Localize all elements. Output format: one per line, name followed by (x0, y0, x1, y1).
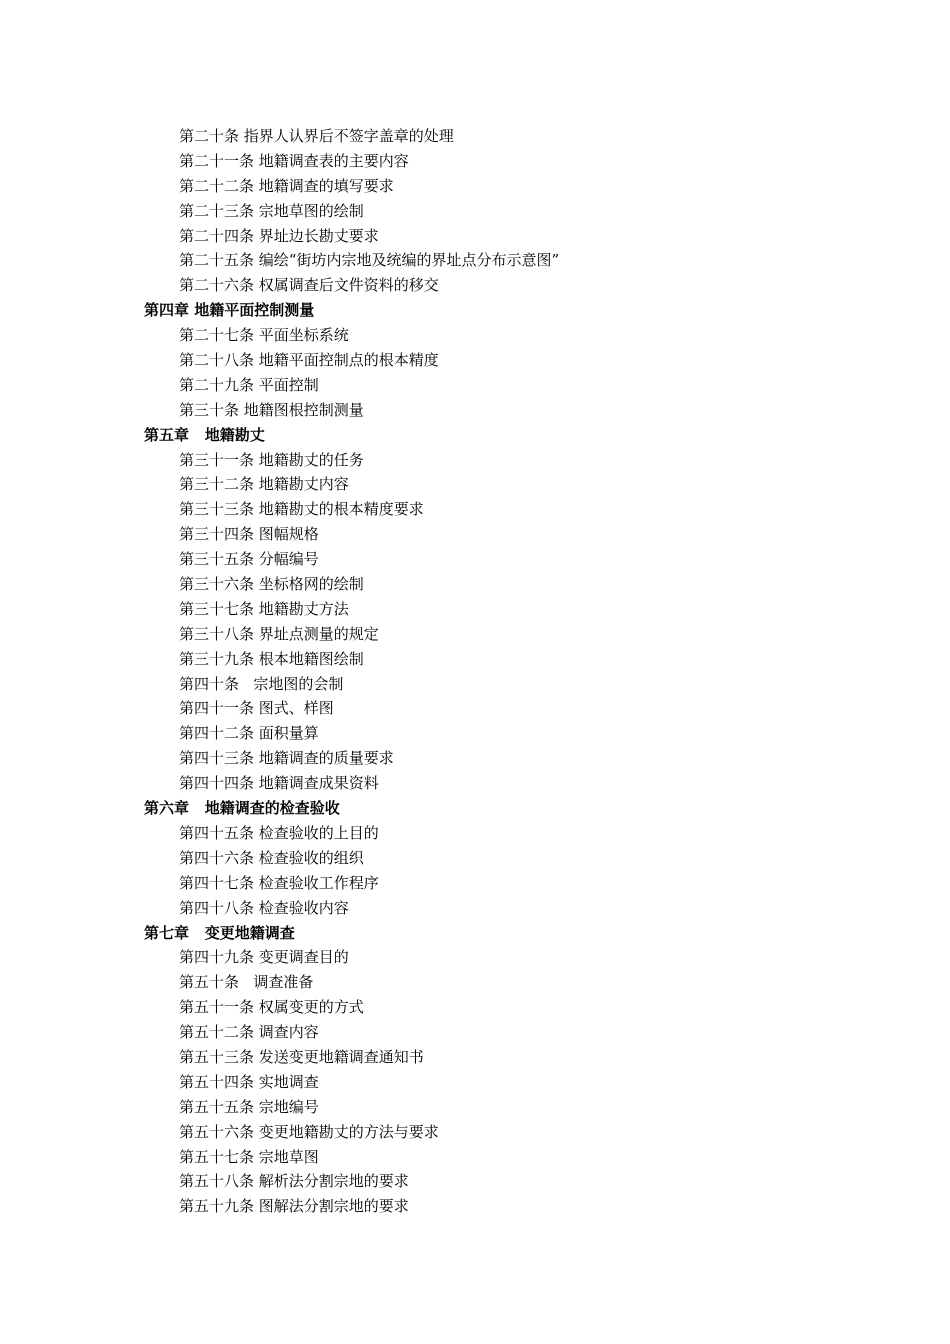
chapter-number: 第六章 (144, 799, 190, 818)
article-entry (0, 323, 950, 348)
article-entry (0, 448, 950, 473)
article-title: 变更地籍勘丈的方法与要求 (258, 1122, 439, 1141)
article-entry (0, 1194, 950, 1219)
article-number: 第五十八条 (179, 1172, 255, 1191)
article-entry (0, 1095, 950, 1120)
article-number: 第四十四条 (179, 774, 255, 793)
article-number: 第二十六条 (179, 276, 255, 295)
article-title: 地籍调查成果资料 (258, 774, 379, 793)
article-number: 第五十五条 (179, 1097, 255, 1116)
article-number: 第四十九条 (179, 948, 255, 967)
article-entry (0, 1169, 950, 1194)
article-entry (0, 696, 950, 721)
article-title: 分幅编号 (258, 550, 319, 569)
chapter-number: 第七章 (144, 923, 190, 942)
article-title: 发送变更地籍调查通知书 (258, 1047, 424, 1066)
article-entry (0, 597, 950, 622)
article-title: 权属变更的方式 (258, 998, 364, 1017)
article-number: 第五十七条 (179, 1147, 255, 1166)
article-entry (0, 846, 950, 871)
article-title: 宗地草图 (258, 1147, 319, 1166)
article-entry (0, 348, 950, 373)
article-title: 调查内容 (258, 1023, 319, 1042)
article-number: 第三十八条 (179, 624, 255, 643)
table-of-contents (0, 124, 950, 1219)
article-title: 图式、样图 (258, 699, 334, 718)
article-entry (0, 896, 950, 921)
article-number: 第二十三条 (179, 201, 255, 220)
article-number: 第二十五条 (179, 251, 255, 270)
article-number: 第四十二条 (179, 724, 255, 743)
article-title: 地籍勘丈内容 (258, 475, 349, 494)
article-number: 第五十四条 (179, 1072, 255, 1091)
article-title: 宗地图的会制 (243, 674, 344, 693)
article-title: 指界人认界后不签字盖章的处理 (243, 127, 454, 145)
article-entry (0, 1120, 950, 1145)
article-title: 权属调查后文件资料的移交 (258, 276, 439, 295)
chapter-heading (0, 298, 950, 323)
chapter-number: 第五章 (144, 425, 190, 444)
article-entry (0, 273, 950, 298)
article-title: 界址点测量的规定 (258, 624, 379, 643)
article-title: 检查验收的上目的 (258, 823, 379, 842)
chapter-heading (0, 921, 950, 946)
article-entry (0, 373, 950, 398)
article-number: 第三十六条 (179, 575, 255, 594)
article-number: 第三十七条 (179, 599, 255, 618)
article-title: 宗地编号 (258, 1097, 319, 1116)
article-title: 图幅规格 (258, 525, 319, 544)
article-title: 平面控制 (258, 375, 319, 394)
article-number: 第三十四条 (179, 525, 255, 544)
article-number: 第二十七条 (179, 326, 255, 345)
article-entry (0, 945, 950, 970)
article-number: 第二十四条 (179, 226, 255, 245)
article-title: 变更调查目的 (258, 948, 349, 967)
article-number: 第四十一条 (179, 699, 255, 718)
article-entry (0, 1020, 950, 1045)
article-title: 地籍调查表的主要内容 (258, 151, 409, 170)
article-number: 第三十九条 (179, 649, 255, 668)
article-title: 地籍勘丈的根本精度要求 (258, 500, 424, 519)
article-title: 编绘“街坊内宗地及统编的界址点分布示意图” (258, 251, 560, 270)
article-entry (0, 746, 950, 771)
article-entry (0, 721, 950, 746)
article-entry (0, 622, 950, 647)
article-number: 第三十条 (179, 400, 240, 419)
article-entry (0, 522, 950, 547)
article-entry (0, 174, 950, 199)
article-title: 坐标格网的绘制 (258, 575, 364, 594)
article-number: 第四十条 (179, 674, 240, 693)
article-number: 第四十七条 (179, 873, 255, 892)
article-entry (0, 1145, 950, 1170)
article-number: 第三十三条 (179, 500, 255, 519)
article-entry (0, 124, 950, 149)
chapter-heading (0, 796, 950, 821)
article-title: 宗地草图的绘制 (258, 201, 364, 220)
article-number: 第二十二条 (179, 176, 255, 195)
article-title: 检查验收工作程序 (258, 873, 379, 892)
article-number: 第三十一条 (179, 450, 255, 469)
article-entry (0, 995, 950, 1020)
chapter-title: 地籍平面控制测量 (194, 301, 315, 320)
chapter-title: 地籍勘丈 (194, 425, 265, 444)
article-number: 第五十二条 (179, 1023, 255, 1042)
article-entry (0, 547, 950, 572)
article-title: 实地调查 (258, 1072, 319, 1091)
article-entry (0, 672, 950, 697)
article-title: 地籍调查的质量要求 (258, 749, 394, 768)
article-entry (0, 1045, 950, 1070)
article-number: 第二十一条 (179, 151, 255, 170)
article-title: 面积量算 (258, 724, 319, 743)
article-title: 地籍图根控制测量 (243, 400, 364, 419)
chapter-title: 变更地籍调查 (194, 923, 295, 942)
article-number: 第四十八条 (179, 898, 255, 917)
article-number: 第四十六条 (179, 848, 255, 867)
article-number: 第五十一条 (179, 998, 255, 1017)
article-title: 地籍调查的填写要求 (258, 176, 394, 195)
article-title: 检查验收的组织 (258, 848, 364, 867)
article-entry (0, 149, 950, 174)
article-entry (0, 497, 950, 522)
article-title: 图解法分割宗地的要求 (258, 1197, 409, 1216)
article-title: 地籍勘丈的任务 (258, 450, 364, 469)
article-title: 平面坐标系统 (258, 326, 349, 345)
chapter-heading (0, 423, 950, 448)
article-title: 地籍平面控制点的根本精度 (258, 351, 439, 370)
article-number: 第五十条 (179, 973, 240, 992)
article-entry (0, 572, 950, 597)
article-entry (0, 199, 950, 224)
article-number: 第三十二条 (179, 475, 255, 494)
article-entry (0, 647, 950, 672)
article-title: 检查验收内容 (258, 898, 349, 917)
article-number: 第五十六条 (179, 1122, 255, 1141)
article-number: 第二十八条 (179, 351, 255, 370)
article-number: 第四十三条 (179, 749, 255, 768)
article-title: 解析法分割宗地的要求 (258, 1172, 409, 1191)
article-entry (0, 248, 950, 273)
document-page (0, 124, 950, 1219)
article-title: 根本地籍图绘制 (258, 649, 364, 668)
chapter-number: 第四章 (144, 301, 190, 320)
article-number: 第二十九条 (179, 375, 255, 394)
article-number: 第四十五条 (179, 823, 255, 842)
article-entry (0, 871, 950, 896)
article-title: 地籍勘丈方法 (258, 599, 349, 618)
article-entry (0, 821, 950, 846)
article-entry (0, 970, 950, 995)
article-entry (0, 398, 950, 423)
article-number: 第五十三条 (179, 1047, 255, 1066)
article-title: 界址边长勘丈要求 (258, 226, 379, 245)
article-entry (0, 472, 950, 497)
article-entry (0, 224, 950, 249)
article-entry (0, 1070, 950, 1095)
article-number: 第五十九条 (179, 1197, 255, 1216)
article-number: 第二十条 (179, 127, 240, 145)
article-title: 调查准备 (243, 973, 314, 992)
article-entry (0, 771, 950, 796)
article-number: 第三十五条 (179, 550, 255, 569)
chapter-title: 地籍调查的检查验收 (194, 799, 340, 818)
